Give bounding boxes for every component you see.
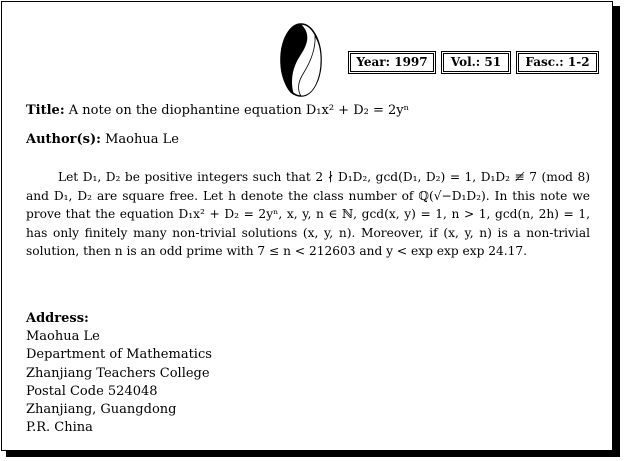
authors-label: Author(s): <box>26 132 101 147</box>
title-line <box>26 102 409 120</box>
address-line-college: Zhanjiang Teachers College <box>26 365 210 381</box>
journal-logo-icon <box>278 22 324 98</box>
fascicle-badge: Fasc.: 1-2 <box>518 53 597 72</box>
abstract-text: Let D₁, D₂ be positive integers such that 2 ∤ D₁D₂, gcd(D₁, D₂) = 1, D₁D₂ ≢ 7 (mod 8) and D₁, D₂ are square free. Let h denote the class number of ℚ(√−D₁D₂). In this note we prove that the equation D₁x² + D₂ = 2yⁿ, x, y, n ∈ ℕ, gcd(x, y) = 1, n > 1, gcd(n, 2h) = 1, has only finitely many non-trivial solutions (x, y, n). Moreover, if (x, y, n) is a non-trivial solution, then n is an odd prime with 7 ≤ n < 212603 and y < exp exp exp 24.17. <box>26 170 590 258</box>
address-line-name: Maohua Le <box>26 329 100 345</box>
volume-badge: Vol.: 51 <box>443 53 509 72</box>
author-name: Maohua Le <box>105 132 179 147</box>
address-line-postal-code: Postal Code 524048 <box>26 383 158 399</box>
title-label: Title: <box>26 103 65 118</box>
year-badge: Year: 1997 <box>350 53 434 72</box>
address-line-department: Department of Mathematics <box>26 347 212 363</box>
author-line <box>26 131 179 149</box>
abstract <box>26 168 590 261</box>
address-line-city: Zhanjiang, Guangdong <box>26 402 177 418</box>
page-shadow-right <box>613 6 620 457</box>
address-block <box>26 310 212 437</box>
paper-title: A note on the diophantine equation D₁x² + D₂ = 2yⁿ <box>68 103 410 118</box>
page-shadow-bottom <box>6 451 620 457</box>
address-label: Address: <box>26 311 89 326</box>
address-line-country: P.R. China <box>26 420 93 436</box>
